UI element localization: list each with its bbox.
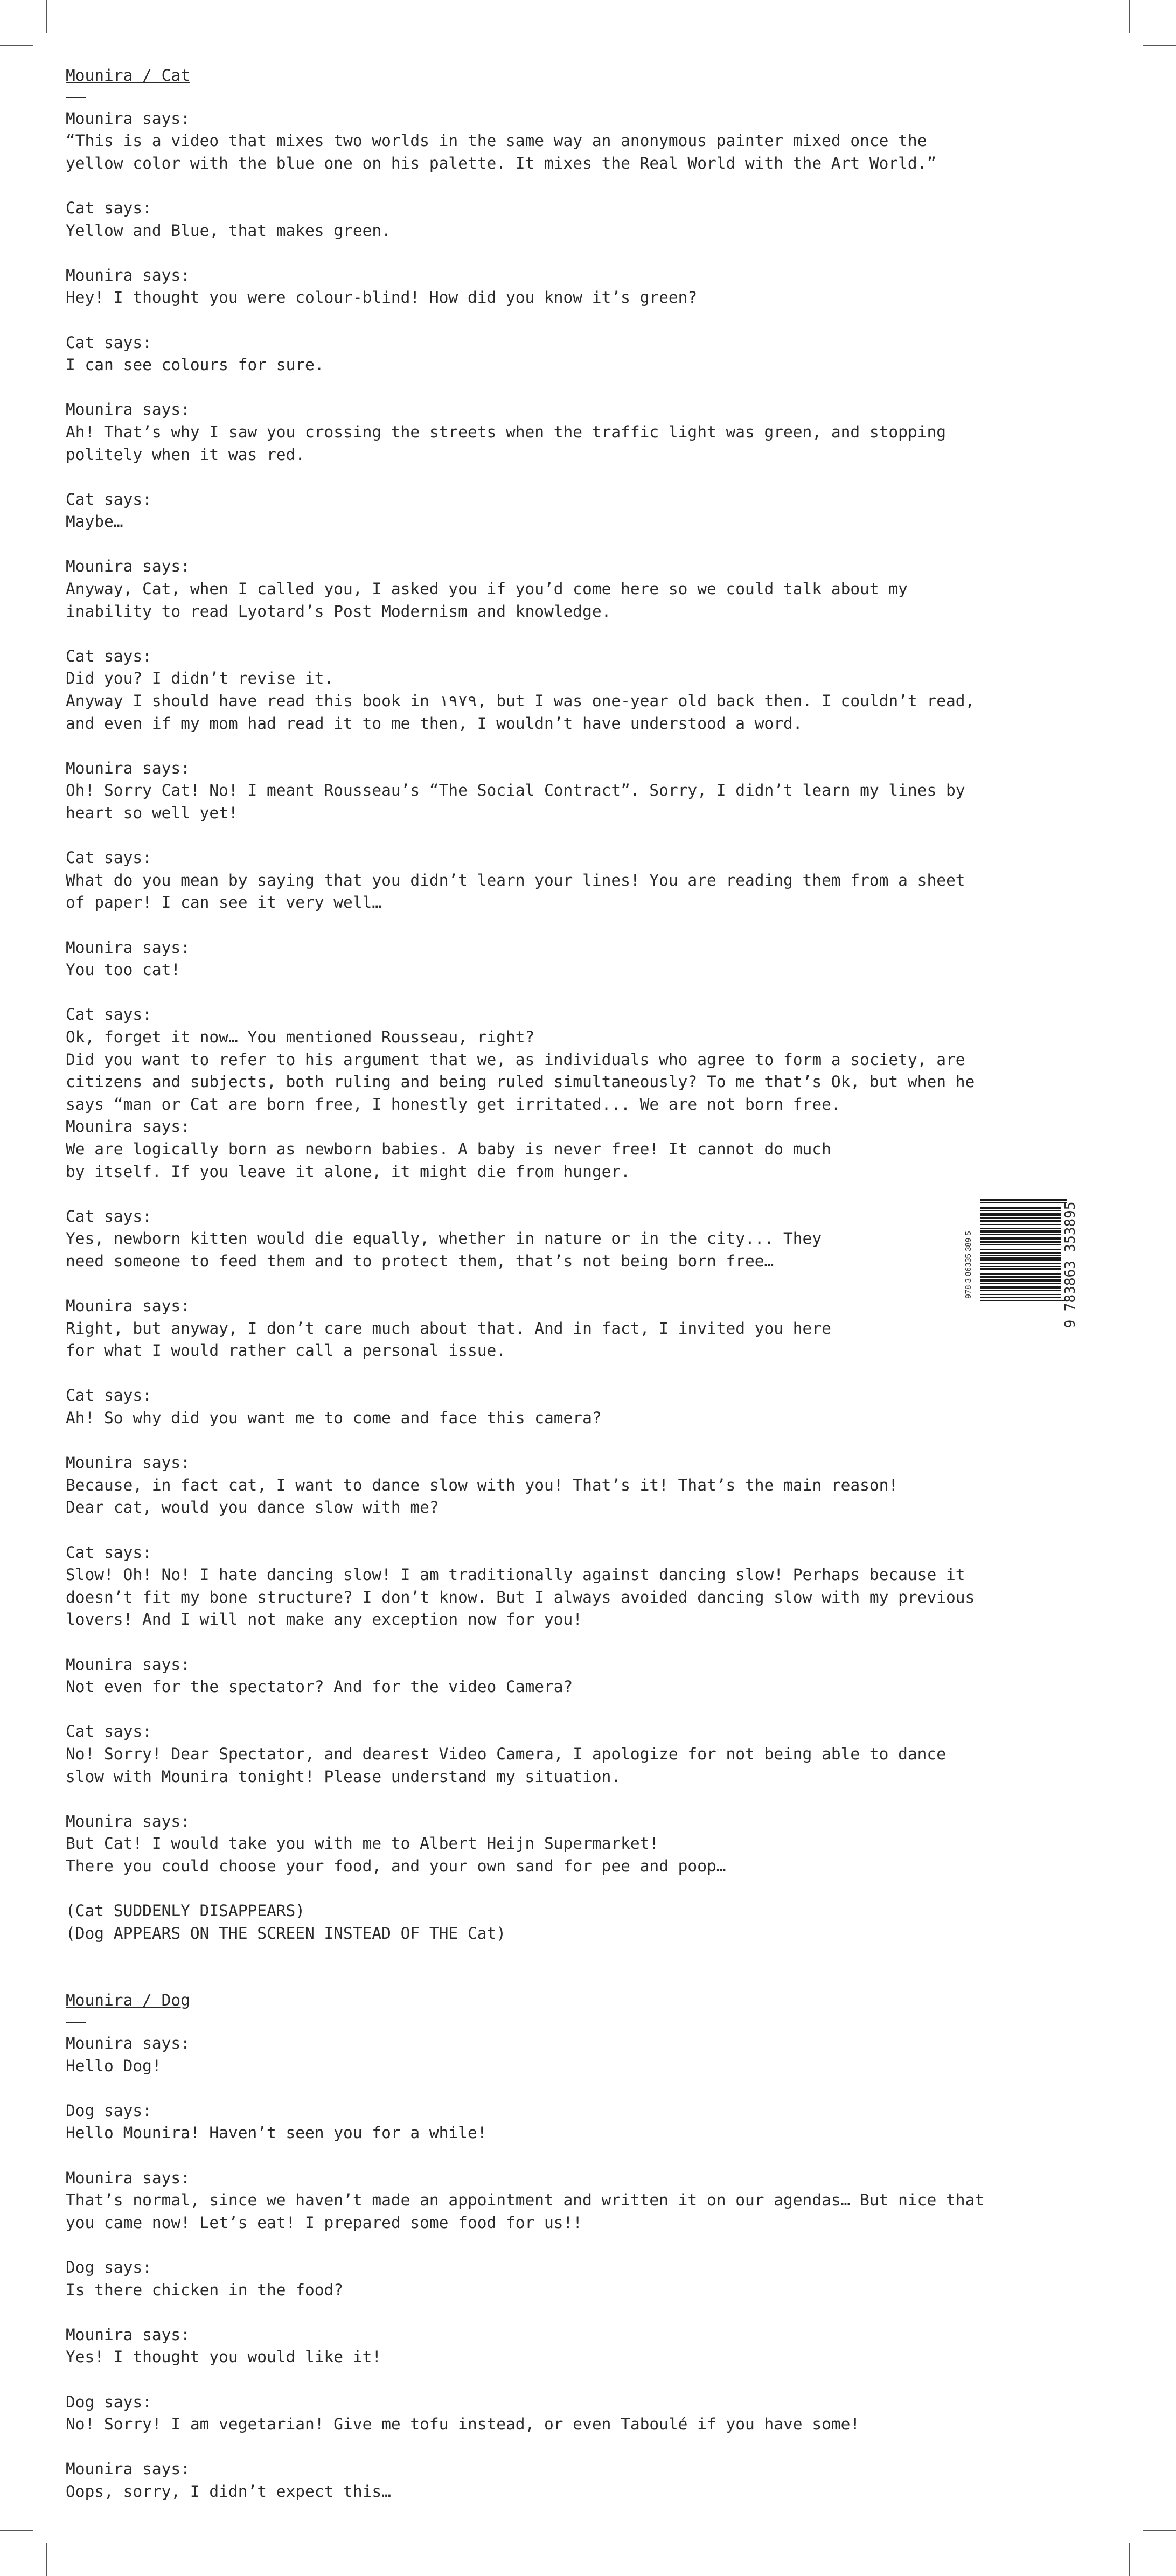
speaker-label: Mounira says: bbox=[66, 2325, 190, 2344]
speaker-label: Cat says: bbox=[66, 1543, 152, 1562]
dialogue-block bbox=[66, 2458, 1100, 2503]
dialogue-line: inability to read Lyotard’s Post Modernism and knowledge. bbox=[66, 602, 611, 621]
speaker-label: Mounira says: bbox=[66, 2034, 190, 2053]
speaker-label: Mounira says: bbox=[66, 266, 190, 284]
barcode-bar bbox=[980, 1228, 1061, 1229]
speaker-label: Cat says: bbox=[66, 198, 152, 217]
speaker-label: Mounira says: bbox=[66, 557, 190, 576]
barcode-bar bbox=[980, 1294, 1061, 1295]
dialogue-block bbox=[66, 264, 1100, 309]
dialogue-line: Yellow and Blue, that makes green. bbox=[66, 221, 391, 240]
barcode-bar bbox=[980, 1213, 1061, 1216]
barcode-top-text: 978 3 86335 389 5 bbox=[964, 1231, 973, 1299]
dialogue-line: That’s normal, since we haven’t made an appointment and written it on our agendas… But nice that bbox=[66, 2191, 985, 2210]
dialogue-line: need someone to feed them and to protect them, that’s not being born free… bbox=[66, 1251, 774, 1270]
dialogue-block bbox=[66, 1295, 1100, 1362]
dialogue-line: lovers! And I will not make any exception now for you! bbox=[66, 1610, 583, 1629]
dialogue-line: Anyway, Cat, when I called you, I asked you if you’d come here so we could talk about my bbox=[66, 580, 908, 598]
dialogue-block bbox=[66, 489, 1100, 533]
barcode-bar bbox=[980, 1276, 1061, 1278]
speaker-label: Mounira says: bbox=[66, 400, 190, 419]
dialogue-line: Is there chicken in the food? bbox=[66, 2280, 344, 2299]
barcode-bars bbox=[980, 1199, 1067, 1301]
barcode-bar bbox=[980, 1286, 1061, 1289]
dialogue-block bbox=[66, 1721, 1100, 1788]
dialogue-block bbox=[66, 2167, 1100, 2234]
barcode-bar bbox=[980, 1283, 1061, 1284]
dialogue-line: You too cat! bbox=[66, 960, 181, 979]
crop-mark-bottom-right-h bbox=[1143, 2530, 1176, 2531]
barcode-bar bbox=[980, 1207, 1061, 1209]
dialogue-line: No! Sorry! I am vegetarian! Give me tofu instead, or even Taboulé if you have some! bbox=[66, 2415, 860, 2434]
dialogue-line: says “man or Cat are born free, I honestly get irritated... We are not born free. bbox=[66, 1095, 841, 1113]
dialogue-block bbox=[66, 1542, 1100, 1631]
dialogue-line: We are logically born as newborn babies. A baby is never free! It cannot do much bbox=[66, 1139, 831, 1158]
dialogue-line: Yes, newborn kitten would die equally, whether in nature or in the city... They bbox=[66, 1229, 822, 1248]
dialogue-block bbox=[66, 757, 1100, 825]
dialogue-line: for what I would rather call a personal issue. bbox=[66, 1341, 506, 1360]
barcode-bar bbox=[980, 1202, 1067, 1203]
dialogue-block bbox=[66, 847, 1100, 914]
heading-rule bbox=[66, 2022, 86, 2023]
dialogue-line: Oops, sorry, I didn’t expect this… bbox=[66, 2482, 391, 2501]
dialogue-line: doesn’t fit my bone structure? I don’t know. But I always avoided dancing slow with my previous bbox=[66, 1588, 975, 1606]
stage-direction-line: (Dog APPEARS ON THE SCREEN INSTEAD OF THE Cat) bbox=[66, 1924, 506, 1943]
barcode-bar bbox=[980, 1224, 1061, 1225]
barcode-bar bbox=[980, 1263, 1061, 1264]
barcode-bar bbox=[980, 1252, 1061, 1254]
dialogue-line: citizens and subjects, both ruling and being ruled simultaneously? To me that’s Ok, but when he bbox=[66, 1073, 975, 1091]
section-heading: Mounira / Dog bbox=[66, 1991, 190, 2010]
dialogue-block bbox=[66, 2100, 1100, 2145]
dialogue-line: Anyway I should have read this book in ۱۹۷۹, but I was one-year old back then. I couldn’t read, bbox=[66, 692, 975, 711]
speaker-label: Cat says: bbox=[66, 1207, 152, 1226]
stage-direction bbox=[66, 1900, 1100, 1945]
barcode-bar bbox=[980, 1266, 1061, 1267]
speaker-label: Dog says: bbox=[66, 2258, 152, 2276]
dialogue-line: Yes! I thought you would like it! bbox=[66, 2348, 382, 2366]
dialogue-line: you came now! Let’s eat! I prepared some food for us!! bbox=[66, 2213, 583, 2232]
dialogue-block bbox=[66, 108, 1100, 175]
crop-mark-top-right-h bbox=[1143, 45, 1176, 46]
dialogue-line: What do you mean by saying that you didn’t learn your lines! You are reading them from a sheet bbox=[66, 871, 965, 889]
barcode-bar bbox=[980, 1199, 1067, 1201]
dialogue-line: Right, but anyway, I don’t care much about that. And in fact, I invited you here bbox=[66, 1319, 831, 1338]
barcode-bar bbox=[980, 1234, 1061, 1235]
crop-mark-top-right-v bbox=[1129, 0, 1130, 33]
dialogue-line: yellow color with the blue one on his palette. It mixes the Real World with the Art World.” bbox=[66, 154, 937, 172]
dialogue-block bbox=[66, 1811, 1100, 1878]
dialogue-line: Because, in fact cat, I want to dance slow with you! That’s it! That’s the main reason! bbox=[66, 1475, 899, 1494]
barcode-bar bbox=[980, 1249, 1061, 1250]
speaker-label: Mounira says: bbox=[66, 1655, 190, 1674]
barcode-number: 9 783863 353895 bbox=[1062, 1201, 1078, 1328]
speaker-label: Cat says: bbox=[66, 1386, 152, 1405]
dialogue-block bbox=[66, 645, 1100, 735]
crop-mark-bottom-right-v bbox=[1129, 2543, 1130, 2576]
speaker-label: Dog says: bbox=[66, 2101, 152, 2120]
dialogue-line: Dear cat, would you dance slow with me? bbox=[66, 1498, 439, 1517]
dialogue-line: But Cat! I would take you with me to Albert Heijn Supermarket! bbox=[66, 1834, 659, 1853]
dialogue-block bbox=[66, 1452, 1100, 1519]
barcode-bar bbox=[980, 1297, 1061, 1298]
dialogue-line: Did you want to refer to his argument that we, as individuals who agree to form a society, are bbox=[66, 1050, 965, 1069]
speaker-label: Cat says: bbox=[66, 490, 152, 509]
dialogue-block bbox=[66, 1654, 1100, 1698]
barcode-bar bbox=[980, 1257, 1061, 1261]
speaker-label: Mounira says: bbox=[66, 2168, 190, 2187]
speaker-label: Mounira says: bbox=[66, 938, 190, 957]
barcode-bar bbox=[980, 1217, 1061, 1219]
dialogue-line: Not even for the spectator? And for the video Camera? bbox=[66, 1677, 573, 1696]
barcode-bar bbox=[980, 1220, 1061, 1222]
speaker-label: Mounira says: bbox=[66, 109, 190, 128]
barcode-bar bbox=[980, 1230, 1061, 1233]
barcode-bar bbox=[980, 1244, 1061, 1245]
crop-mark-bottom-left-v bbox=[46, 2543, 47, 2576]
speaker-label: Mounira says: bbox=[66, 1812, 190, 1830]
dialogue-line: of paper! I can see it very well… bbox=[66, 893, 382, 912]
dialogue-block bbox=[66, 937, 1100, 981]
dialogue-line: by itself. If you leave it alone, it might die from hunger. bbox=[66, 1162, 630, 1181]
dialogue-block bbox=[66, 1384, 1100, 1429]
dialogue-line: “This is a video that mixes two worlds in the same way an anonymous painter mixed once the bbox=[66, 131, 927, 150]
dialogue-line: Ah! So why did you want me to come and face this camera? bbox=[66, 1409, 602, 1428]
dialogue-block bbox=[66, 2257, 1100, 2301]
script-page bbox=[66, 65, 1100, 2503]
dialogue-block bbox=[66, 197, 1100, 242]
speaker-label: Cat says: bbox=[66, 848, 152, 867]
dialogue-line: Maybe… bbox=[66, 512, 123, 531]
dialogue-line: slow with Mounira tonight! Please understand my situation. bbox=[66, 1767, 621, 1786]
dialogue-block bbox=[66, 399, 1100, 466]
dialogue-line: Hello Mounira! Haven’t seen you for a while! bbox=[66, 2124, 487, 2142]
speaker-label: Cat says: bbox=[66, 1722, 152, 1741]
dialogue-block bbox=[66, 1004, 1100, 1183]
dialogue-line: Ok, forget it now… You mentioned Rousseau, right? bbox=[66, 1027, 535, 1046]
barcode-bar bbox=[980, 1210, 1061, 1211]
speaker-label: Cat says: bbox=[66, 333, 152, 352]
dialogue-line: Ah! That’s why I saw you crossing the streets when the traffic light was green, and stopping bbox=[66, 422, 946, 441]
dialogue-block bbox=[66, 555, 1100, 623]
dialogue-block bbox=[66, 2032, 1100, 2077]
barcode-bar bbox=[980, 1241, 1061, 1243]
dialogue-line: Hey! I thought you were colour-blind! How did you know it’s green? bbox=[66, 288, 698, 307]
dialogue-block bbox=[66, 1206, 1100, 1273]
dialogue-line: heart so well yet! bbox=[66, 804, 238, 822]
speaker-label: Mounira says: bbox=[66, 2460, 190, 2478]
dialogue-line: No! Sorry! Dear Spectator, and dearest Video Camera, I apologize for not being able to dance bbox=[66, 1744, 946, 1763]
barcode-bar bbox=[980, 1255, 1061, 1256]
crop-mark-bottom-left-h bbox=[0, 2530, 33, 2531]
barcode-bar bbox=[980, 1273, 1061, 1275]
barcode-bar bbox=[980, 1279, 1061, 1282]
crop-mark-top-left-h bbox=[0, 45, 33, 46]
speaker-label: Dog says: bbox=[66, 2392, 152, 2411]
speaker-label: Mounira says: bbox=[66, 1117, 190, 1136]
speaker-label: Cat says: bbox=[66, 1005, 152, 1024]
dialogue-line: I can see colours for sure. bbox=[66, 356, 324, 374]
section-heading: Mounira / Cat bbox=[66, 66, 190, 85]
barcode-bar bbox=[980, 1268, 1061, 1270]
dialogue-line: Hello Dog! bbox=[66, 2056, 162, 2075]
dialogue-line: and even if my mom had read it to me then, I wouldn’t have understood a word. bbox=[66, 714, 803, 733]
dialogue-block bbox=[66, 2391, 1100, 2436]
dialogue-line: Did you? I didn’t revise it. bbox=[66, 669, 334, 688]
speaker-label: Mounira says: bbox=[66, 758, 190, 777]
dialogue-block bbox=[66, 2324, 1100, 2369]
dialogue-line: Oh! Sorry Cat! No! I meant Rousseau’s “The Social Contract”. Sorry, I didn’t learn my lines by bbox=[66, 781, 965, 800]
barcode-bar bbox=[980, 1290, 1061, 1291]
isbn-barcode bbox=[959, 1195, 1083, 1335]
dialogue-line: politely when it was red. bbox=[66, 445, 305, 464]
barcode-bar bbox=[980, 1237, 1061, 1240]
speaker-label: Mounira says: bbox=[66, 1297, 190, 1315]
stage-direction-line: (Cat SUDDENLY DISAPPEARS) bbox=[66, 1902, 305, 1920]
dialogue-line: Slow! Oh! No! I hate dancing slow! I am traditionally against dancing slow! Perhaps because it bbox=[66, 1565, 965, 1584]
dialogue-block bbox=[66, 332, 1100, 377]
dialogue-line: There you could choose your food, and your own sand for pee and poop… bbox=[66, 1856, 726, 1875]
barcode-bar bbox=[980, 1300, 1067, 1301]
crop-mark-top-left-v bbox=[46, 0, 47, 33]
speaker-label: Cat says: bbox=[66, 646, 152, 665]
speaker-label: Mounira says: bbox=[66, 1453, 190, 1472]
heading-rule bbox=[66, 97, 86, 98]
